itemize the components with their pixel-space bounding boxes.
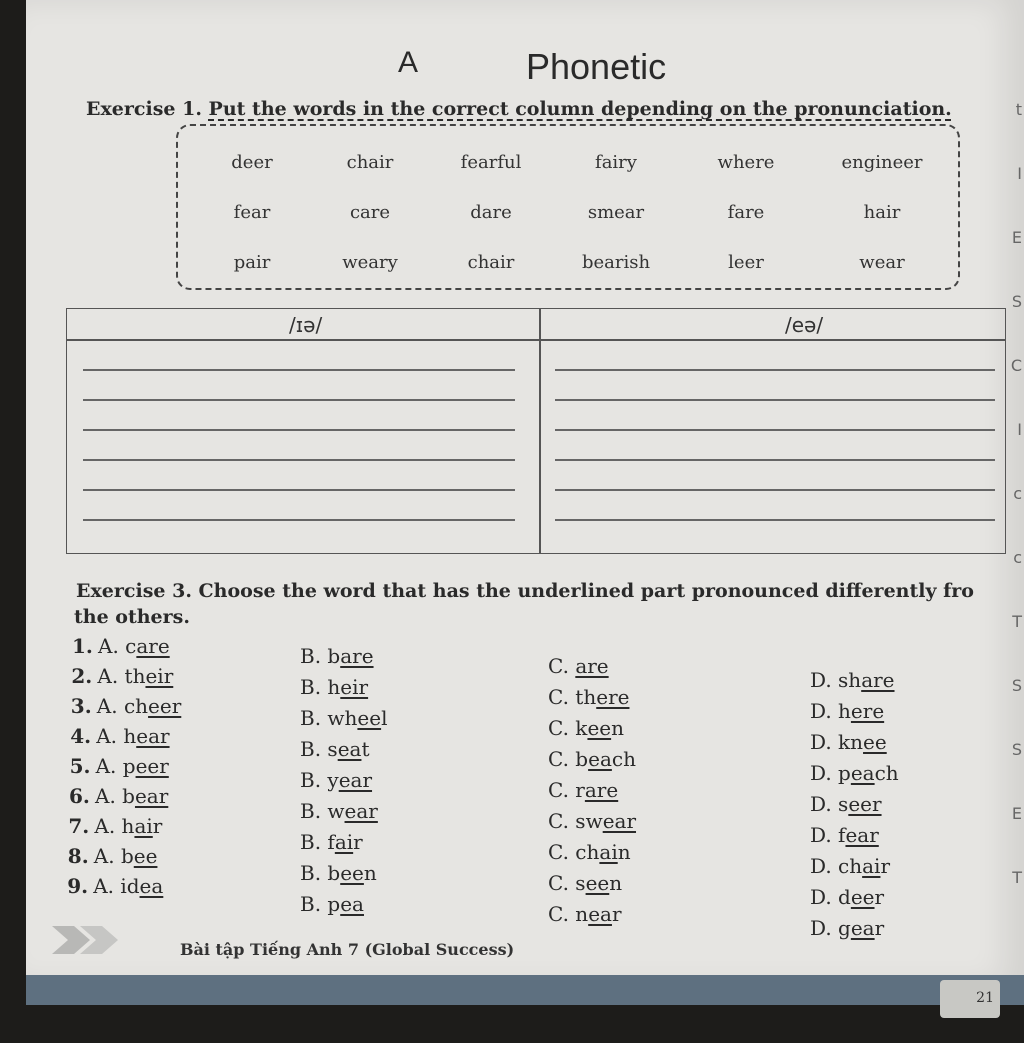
option-und: eer: [848, 792, 882, 816]
option-pre: D. g: [810, 916, 851, 940]
option-und: ee: [340, 861, 364, 885]
option-pre: B. wh: [300, 706, 358, 730]
option-und: ee: [585, 871, 610, 895]
option-d: [810, 761, 899, 785]
option-pre: A. b: [95, 784, 135, 808]
question-number: 1.: [72, 634, 93, 658]
edge-letter: S: [1011, 292, 1022, 311]
answer-line: [83, 429, 515, 431]
edge-letter: T: [1012, 612, 1022, 631]
option-b: [300, 675, 368, 699]
answer-line: [555, 459, 995, 461]
word-item: weary: [342, 252, 398, 273]
option-pre: A. c: [98, 634, 137, 658]
option-a: [95, 784, 168, 808]
option-und: ee: [133, 844, 158, 868]
option-a: [94, 814, 162, 838]
option-a: [98, 634, 170, 658]
option-a: [97, 664, 173, 688]
option-b: [300, 706, 388, 730]
option-b: [300, 799, 378, 823]
option-und: eer: [135, 754, 169, 778]
option-pre: B. b: [300, 644, 341, 668]
option-b: [300, 737, 370, 761]
option-pre: C. r: [548, 778, 585, 802]
option-pre: A. th: [97, 664, 146, 688]
option-pre: A. ch: [96, 694, 149, 718]
option-pre: C. b: [548, 747, 589, 771]
exercise1-instruction: Put the words in the correct column depending on the pronunciation.: [208, 98, 952, 120]
option-pre: D. kn: [810, 730, 864, 754]
question-number: 6.: [69, 784, 90, 808]
word-item: bearish: [581, 252, 651, 273]
option-post: r: [874, 885, 885, 909]
answer-line: [555, 399, 995, 401]
option-pre: B. f: [300, 830, 335, 854]
option-und: ear: [602, 809, 637, 833]
option-pre: A. id: [93, 874, 140, 898]
option-pre: A. p: [95, 754, 136, 778]
edge-letter: t: [1015, 100, 1022, 119]
exercise1-heading: [86, 98, 952, 120]
word-item: fear: [233, 202, 271, 223]
edge-letter: c: [1013, 548, 1022, 567]
option-b: [300, 892, 364, 916]
edge-letter: S: [1011, 676, 1022, 695]
edge-letter: S: [1011, 740, 1022, 759]
option-c: [548, 654, 609, 678]
word-box: [176, 124, 960, 290]
option-post: ch: [874, 761, 899, 785]
option-und: eir: [340, 675, 369, 699]
edge-letter: E: [1011, 804, 1022, 823]
option-und: ea: [337, 737, 362, 761]
option-post: r: [874, 916, 885, 940]
question-number: 3.: [70, 694, 92, 718]
option-pre: C. th: [548, 685, 597, 709]
question-number: 9.: [67, 874, 89, 898]
option-pre: A. h: [94, 814, 135, 838]
option-und: are: [575, 654, 609, 678]
option-post: n: [363, 861, 377, 885]
edge-letter: I: [1017, 420, 1022, 439]
option-und: ea: [588, 902, 612, 926]
answer-line: [83, 399, 515, 401]
option-pre: A. h: [96, 724, 137, 748]
answer-line: [555, 429, 995, 431]
option-post: r: [611, 902, 622, 926]
option-pre: B. h: [300, 675, 341, 699]
option-b: [300, 861, 377, 885]
answer-line: [555, 519, 995, 521]
word-item: fare: [727, 202, 765, 223]
word-item: deer: [231, 152, 273, 173]
edge-letter: T: [1012, 868, 1022, 887]
option-pre: C.: [548, 654, 576, 678]
column-divider: [539, 309, 541, 553]
option-pre: D. f: [810, 823, 846, 847]
option-und: are: [584, 778, 619, 802]
option-pre: C. n: [548, 902, 589, 926]
option-und: are: [340, 644, 374, 668]
word-item: care: [349, 202, 391, 223]
option-c: [548, 685, 629, 709]
option-post: n: [617, 840, 631, 864]
option-und: ee: [357, 706, 382, 730]
edge-letter: c: [1013, 484, 1022, 503]
option-pre: C. k: [548, 716, 588, 740]
option-post: r: [152, 814, 163, 838]
option-c: [548, 840, 631, 864]
edge-letter: E: [1011, 228, 1022, 247]
word-item: wear: [859, 252, 905, 273]
option-und: ear: [338, 768, 373, 792]
answer-line: [83, 489, 515, 491]
option-pre: D. s: [810, 792, 849, 816]
column-header-ia: /ɪə/: [289, 313, 323, 337]
option-a: [93, 874, 163, 898]
option-pre: B. p: [300, 892, 341, 916]
option-und: ai: [599, 840, 618, 864]
option-b: [300, 830, 363, 854]
option-d: [810, 823, 879, 847]
option-b: [300, 768, 372, 792]
option-und: ai: [334, 830, 354, 854]
section-letter: A: [398, 46, 419, 79]
option-und: eir: [145, 664, 174, 688]
word-item: engineer: [841, 152, 923, 173]
answer-line: [83, 519, 515, 521]
exercise3-heading: Exercise 3. Choose the word that has the underlined part pronounced differently fro: [76, 580, 974, 602]
edge-letter: I: [1017, 164, 1022, 183]
option-pre: C. sw: [548, 809, 603, 833]
word-item: chair: [346, 152, 394, 173]
option-pre: B. w: [300, 799, 345, 823]
question-number: 7.: [68, 814, 90, 838]
book-title-footer: Bài tập Tiếng Anh 7 (Global Success): [180, 940, 515, 959]
option-c: [548, 747, 636, 771]
option-und: ai: [134, 814, 153, 838]
option-post: l: [381, 706, 388, 730]
option-und: ea: [139, 874, 164, 898]
option-d: [810, 730, 887, 754]
option-und: are: [136, 634, 170, 658]
option-c: [548, 902, 622, 926]
option-und: ea: [340, 892, 364, 916]
option-und: ear: [136, 724, 170, 748]
chevron-arrow-icon: [52, 922, 124, 958]
option-post: n: [609, 871, 623, 895]
option-post: ch: [611, 747, 636, 771]
option-a: [94, 844, 158, 868]
option-pre: A. b: [93, 844, 134, 868]
option-und: ere: [850, 699, 885, 723]
word-item: fearful: [460, 152, 522, 173]
option-pre: C. s: [548, 871, 586, 895]
answer-line: [555, 489, 995, 491]
column-header-ea: /eə/: [785, 313, 824, 337]
option-und: are: [861, 668, 895, 692]
word-item: fairy: [595, 152, 637, 173]
exercise3-heading-line2: the others.: [74, 606, 190, 628]
option-post: n: [611, 716, 624, 740]
option-a: [97, 694, 181, 718]
option-und: ear: [344, 799, 378, 823]
word-item: chair: [467, 252, 515, 273]
header-divider: [67, 339, 1005, 341]
option-c: [548, 871, 622, 895]
word-item: hair: [863, 202, 901, 223]
option-pre: D. ch: [810, 854, 863, 878]
option-und: ee: [587, 716, 612, 740]
option-und: ee: [863, 730, 887, 754]
option-pre: D. sh: [810, 668, 862, 692]
option-und: ere: [596, 685, 630, 709]
option-und: ai: [862, 854, 881, 878]
option-pre: B. b: [300, 861, 341, 885]
option-c: [548, 778, 618, 802]
question-number: 4.: [70, 724, 92, 748]
page-number: 21: [940, 980, 1000, 1018]
option-pre: D. d: [810, 885, 851, 909]
option-a: [96, 724, 169, 748]
option-und: eer: [148, 694, 182, 718]
answer-line: [555, 369, 995, 371]
option-d: [810, 916, 884, 940]
option-und: ear: [845, 823, 879, 847]
word-item: pair: [233, 252, 271, 273]
option-pre: B. s: [300, 737, 338, 761]
option-post: r: [353, 830, 363, 854]
edge-letter: C: [1010, 356, 1022, 375]
page-edge-shadow: [26, 975, 1024, 1005]
word-item: leer: [728, 252, 764, 273]
option-d: [810, 854, 890, 878]
option-pre: C. ch: [548, 840, 600, 864]
option-und: ee: [850, 885, 875, 909]
answer-line: [83, 369, 515, 371]
option-pre: D. p: [810, 761, 851, 785]
word-item: dare: [470, 202, 512, 223]
option-d: [810, 792, 882, 816]
option-c: [548, 809, 636, 833]
option-und: ear: [134, 784, 169, 808]
sorting-table: [66, 308, 1006, 554]
answer-line: [83, 459, 515, 461]
exercise1-label: Exercise 1.: [86, 98, 209, 120]
option-d: [810, 885, 884, 909]
option-c: [548, 716, 624, 740]
option-d: [810, 668, 895, 692]
section-title: Phonetic: [526, 46, 667, 87]
question-number: 8.: [67, 844, 89, 868]
word-item: where: [717, 152, 775, 173]
option-d: [810, 699, 884, 723]
option-pre: D. h: [810, 699, 851, 723]
option-und: ea: [850, 916, 875, 940]
word-item: smear: [587, 202, 645, 223]
option-und: ea: [588, 747, 612, 771]
option-post: t: [361, 737, 370, 761]
option-post: r: [880, 854, 891, 878]
option-a: [96, 754, 169, 778]
option-b: [300, 644, 374, 668]
option-pre: B. y: [300, 768, 339, 792]
question-number: 2.: [71, 664, 93, 688]
question-number: 5.: [69, 754, 91, 778]
option-und: ea: [850, 761, 875, 785]
